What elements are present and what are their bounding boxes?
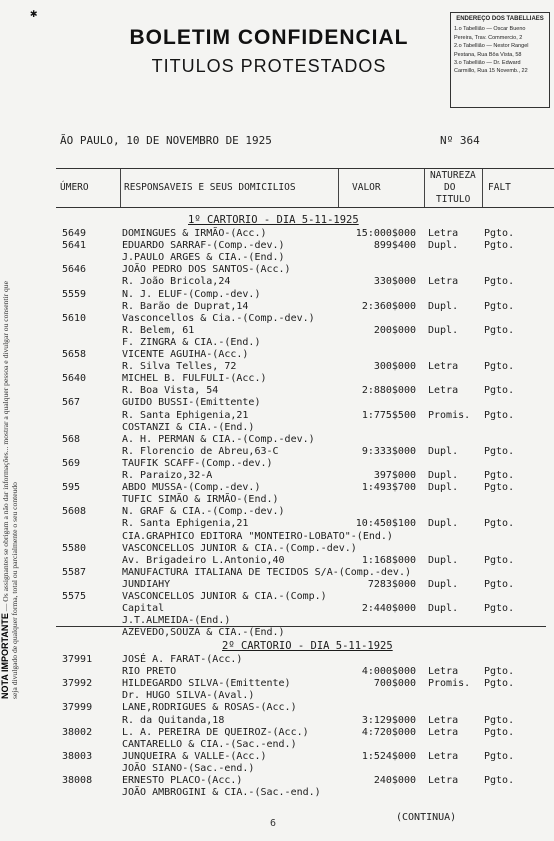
amount-value: 1:524$000: [361, 750, 416, 762]
payment-status: Pgto.: [484, 554, 515, 566]
column-header-fault: FALT: [488, 182, 511, 193]
column-divider: [482, 169, 483, 207]
notary-address-box: [450, 12, 550, 108]
table-row: [0, 458, 554, 470]
table-row: [0, 763, 554, 775]
column-header-responsible: RESPONSAVEIS E SEUS DOMICILIOS: [124, 182, 296, 193]
table-row: [0, 434, 554, 446]
responsible-name: MICHEL B. FULFULI-(Acc.): [122, 373, 267, 385]
document-number: Nº 364: [440, 134, 480, 147]
responsible-name: J.PAULO ARGES & CIA.-(End.): [122, 252, 285, 264]
notary-line: Pereira, Trav. Commercio, 2: [454, 34, 523, 41]
title-nature: Dupl.: [428, 240, 459, 252]
responsible-name: JUNDIAHY: [122, 578, 171, 590]
responsible-name: ERNESTO PLACO-(Acc.): [122, 775, 243, 786]
table-row: [0, 482, 554, 494]
amount-value: 1:168$000: [361, 554, 416, 566]
responsible-name: CANTARELLO & CIA.-(Sac.-end.): [122, 738, 297, 750]
payment-status: Pgto.: [484, 750, 515, 762]
amount-value: 700$000: [373, 678, 416, 690]
table-row: [0, 702, 554, 714]
section-rule: [56, 626, 546, 627]
payment-status: Pgto.: [484, 300, 515, 312]
table-row: [0, 228, 554, 240]
payment-status: Pgto.: [484, 240, 515, 252]
amount-value: 2:440$000: [361, 603, 416, 615]
table-row: [0, 349, 554, 361]
table-row: [0, 751, 554, 763]
notary-line: 3.o Tabellião — Dr. Edward: [454, 60, 521, 67]
table-row: [0, 506, 554, 518]
responsible-name: RIO PRETO: [122, 666, 177, 678]
title-nature: Promis.: [428, 678, 471, 690]
responsible-name: HILDEGARDO SILVA-(Emittente): [122, 678, 291, 690]
table-row: [0, 543, 554, 555]
corner-mark-icon: ✱: [30, 6, 38, 20]
title-nature: Letra: [428, 775, 459, 786]
responsible-name: Capital: [122, 603, 165, 615]
table-row: [0, 727, 554, 739]
responsible-name: R. Santa Ephigenia,21: [122, 409, 249, 421]
amount-value: 15:000$000: [355, 228, 416, 239]
protest-number: 568: [62, 433, 81, 445]
protest-number: 567: [62, 397, 81, 409]
protest-number: 5559: [62, 288, 87, 300]
column-divider: [424, 169, 425, 207]
protest-number: 38002: [62, 726, 93, 738]
title-nature: Letra: [428, 750, 459, 762]
table-row: [0, 301, 554, 313]
responsible-name: JUNQUEIRA & VALLE-(Acc.): [122, 750, 267, 762]
table-row: [0, 690, 554, 702]
responsible-name: LANE,RODRIGUES & ROSAS-(Acc.): [122, 702, 297, 714]
protest-number: 37992: [62, 678, 93, 690]
payment-status: Pgto.: [484, 276, 515, 288]
amount-value: 7283$000: [367, 578, 416, 590]
payment-status: Pgto.: [484, 228, 515, 239]
protest-number: 5610: [62, 312, 87, 324]
title-nature: Letra: [428, 361, 459, 373]
responsible-name: J.T.ALMEIDA-(End.): [122, 615, 231, 627]
table-row: [0, 325, 554, 337]
table-row: [0, 240, 554, 252]
payment-status: Pgto.: [484, 445, 515, 457]
responsible-name: VASCONCELLOS JUNIOR & CIA.-(Comp.): [122, 591, 327, 602]
table-row: [0, 666, 554, 678]
column-header-nature: TITULO: [436, 194, 471, 205]
section-title: 2º CARTORIO - DIA 5-11-1925: [222, 640, 393, 652]
protest-number: 38003: [62, 750, 93, 762]
payment-status: Pgto.: [484, 678, 515, 690]
table-row: [0, 385, 554, 397]
responsible-name: AZEVEDO,SOUZA & CIA.-(End.): [122, 627, 285, 639]
notary-line: Carmillo, Rua 15 Novemb., 22: [454, 68, 528, 75]
responsible-name: N. GRAF & CIA.-(Comp.-dev.): [122, 506, 285, 518]
payment-status: Pgto.: [484, 470, 515, 481]
table-row: [0, 567, 554, 579]
payment-status: Pgto.: [484, 518, 515, 530]
title-nature: Dupl.: [428, 482, 459, 494]
table-row: [0, 397, 554, 409]
amount-value: 10:450$100: [355, 518, 416, 530]
table-row: [0, 422, 554, 434]
responsible-name: R. Boa Vista, 54: [122, 385, 219, 397]
responsible-name: TAUFIK SCAFF-(Comp.-dev.): [122, 457, 273, 469]
column-header-number: ÚMERO: [60, 182, 89, 193]
table-row: [0, 531, 554, 543]
responsible-name: GUIDO BUSSI-(Emittente): [122, 397, 261, 409]
payment-status: Pgto.: [484, 666, 515, 678]
section-title: 1º CARTORIO - DIA 5-11-1925: [188, 214, 359, 226]
responsible-name: COSTANZI & CIA.-(End.): [122, 421, 255, 433]
responsible-name: R. Belem, 61: [122, 324, 195, 336]
title-nature: Dupl.: [428, 554, 459, 566]
amount-value: 200$000: [373, 324, 416, 336]
title-nature: Dupl.: [428, 300, 459, 312]
title-nature: Dupl.: [428, 578, 459, 590]
protest-number: 595: [62, 482, 81, 494]
amount-value: 2:880$000: [361, 385, 416, 397]
column-header-nature: NATUREZA: [430, 170, 476, 181]
title-nature: Dupl.: [428, 603, 459, 615]
responsible-name: MANUFACTURA ITALIANA DE TECIDOS S/A-(Comp.-dev.): [122, 566, 411, 578]
notary-line: 2.o Tabellião — Nestor Rangel: [454, 43, 529, 50]
title-nature: Letra: [428, 276, 459, 288]
responsible-name: R. Santa Ephigenia,21: [122, 518, 249, 530]
responsible-name: R. Barão de Duprat,14: [122, 300, 249, 312]
amount-value: 2:360$000: [361, 300, 416, 312]
table-row: [0, 446, 554, 458]
continues-note: (CONTINUA): [396, 812, 457, 823]
table-row: [0, 678, 554, 690]
page-title: BOLETIM CONFIDENCIAL: [129, 26, 409, 49]
table-row: [0, 591, 554, 603]
notary-line: 1.o Tabellião — Oscar Bueno: [454, 26, 526, 33]
responsible-name: R. Silva Telles, 72: [122, 361, 237, 373]
responsible-name: F. ZINGRA & CIA.-(End.): [122, 336, 261, 348]
column-divider: [338, 169, 339, 207]
side-note-label: NOTA IMPORTANTE: [0, 613, 10, 699]
payment-status: Pgto.: [484, 578, 515, 590]
table-row: [0, 337, 554, 349]
payment-status: Pgto.: [484, 482, 515, 494]
table-row: [0, 276, 554, 288]
responsible-name: JOÃO PEDRO DOS SANTOS-(Acc.): [122, 264, 291, 276]
table-row: [0, 494, 554, 506]
responsible-name: Vasconcellos & Cia.-(Comp.-dev.): [122, 312, 315, 324]
responsible-name: R. Florencio de Abreu,63-C: [122, 445, 279, 457]
table-row: [0, 603, 554, 615]
table-row: [0, 252, 554, 264]
protest-number: 5649: [62, 228, 87, 239]
protest-number: 5640: [62, 373, 87, 385]
title-nature: Letra: [428, 726, 459, 738]
notary-line: Pestana, Rua Bôa Vista, 58: [454, 51, 522, 58]
side-note-text: — Os assignantes se obrigam a não dar informações... mostrar a qualquer pessoa e divulgar ou consentir que seja divulgado de qualquer forma, total ou parcialmente o seu conteudo: [1, 281, 19, 699]
payment-status: Pgto.: [484, 603, 515, 615]
table-row: [0, 715, 554, 727]
table-row: [0, 373, 554, 385]
table-row: [0, 518, 554, 530]
responsible-name: R. João Bricola,24: [122, 276, 231, 288]
page-mark: 6: [270, 818, 277, 829]
amount-value: 899$400: [373, 240, 416, 252]
payment-status: Pgto.: [484, 385, 515, 397]
table-row: [0, 313, 554, 325]
payment-status: Pgto.: [484, 775, 515, 786]
amount-value: 300$000: [373, 361, 416, 373]
responsible-name: EDUARDO SARRAF-(Comp.-dev.): [122, 240, 285, 252]
responsible-name: JOSÉ A. FARAT-(Acc.): [122, 654, 243, 665]
protest-number: 37991: [62, 654, 93, 665]
responsible-name: JOÃO AMBROGINI & CIA.-(Sac.-end.): [122, 787, 321, 799]
protest-number: 5641: [62, 240, 87, 252]
table-row: [0, 627, 554, 639]
payment-status: Pgto.: [484, 726, 515, 738]
responsible-name: VICENTE AGUIHA-(Acc.): [122, 349, 249, 360]
title-nature: Letra: [428, 228, 459, 239]
payment-status: Pgto.: [484, 409, 515, 421]
title-nature: Dupl.: [428, 324, 459, 336]
responsible-name: Av. Brigadeiro L.Antonio,40: [122, 554, 285, 566]
table-row: [0, 775, 554, 787]
table-row: [0, 787, 554, 799]
payment-status: Pgto.: [484, 714, 515, 726]
protest-number: 5575: [62, 591, 87, 602]
column-divider: [120, 169, 121, 207]
table-header: [56, 168, 554, 208]
protest-number: 5587: [62, 566, 87, 578]
amount-value: 330$000: [373, 276, 416, 288]
responsible-name: N. J. ELUF-(Comp.-dev.): [122, 288, 261, 300]
responsible-name: VASCONCELLOS JUNIOR & CIA.-(Comp.-dev.): [122, 542, 357, 554]
responsible-name: R. Paraizo,32-A: [122, 470, 213, 481]
title-nature: Letra: [428, 666, 459, 678]
responsible-name: L. A. PEREIRA DE QUEIROZ-(Acc.): [122, 726, 309, 738]
table-row: [0, 654, 554, 666]
protest-number: 38008: [62, 775, 93, 786]
protest-number: 5580: [62, 542, 87, 554]
dateline: ÃO PAULO, 10 DE NOVEMBRO DE 1925: [60, 134, 272, 147]
amount-value: 240$000: [373, 775, 416, 786]
table-row: [0, 579, 554, 591]
table-row: [0, 470, 554, 482]
responsible-name: TUFIC SIMÃO & IRMÃO-(End.): [122, 494, 279, 506]
responsible-name: R. da Quitanda,18: [122, 714, 225, 726]
table-row: [0, 264, 554, 276]
protest-number: 5608: [62, 506, 87, 518]
title-nature: Letra: [428, 385, 459, 397]
table-row: [0, 410, 554, 422]
protest-number: 37999: [62, 702, 93, 714]
table-row: [0, 739, 554, 751]
table-row: [0, 289, 554, 301]
title-nature: Dupl.: [428, 518, 459, 530]
responsible-name: ABDO MUSSA-(Comp.-dev.): [122, 482, 261, 494]
amount-value: 9:333$000: [361, 445, 416, 457]
responsible-name: A. H. PERMAN & CIA.-(Comp.-dev.): [122, 433, 315, 445]
protest-number: 5646: [62, 264, 87, 276]
responsible-name: Dr. HUGO SILVA-(Aval.): [122, 690, 255, 702]
title-nature: Dupl.: [428, 445, 459, 457]
page-subtitle: TITULOS PROTESTADOS: [151, 56, 387, 76]
title-nature: Promis.: [428, 409, 471, 421]
amount-value: 1:493$700: [361, 482, 416, 494]
responsible-name: JOÃO SIANO-(Sac.-end.): [122, 762, 255, 774]
table-row: [0, 555, 554, 567]
protest-number: 569: [62, 457, 81, 469]
column-header-nature: DO: [444, 182, 456, 193]
table-row: [0, 361, 554, 373]
amount-value: 3:129$000: [361, 714, 416, 726]
amount-value: 4:720$000: [361, 726, 416, 738]
amount-value: 1:775$500: [361, 409, 416, 421]
responsible-name: CIA.GRAPHICO EDITORA "MONTEIRO-LOBATO"-(End.): [122, 530, 393, 542]
protest-number: 5658: [62, 349, 87, 360]
payment-status: Pgto.: [484, 324, 515, 336]
amount-value: 397$000: [373, 470, 416, 481]
notary-box-title: ENDEREÇO DOS TABELLIÃES: [456, 16, 544, 22]
amount-value: 4:000$000: [361, 666, 416, 678]
title-nature: Letra: [428, 714, 459, 726]
responsible-name: DOMINGUES & IRMÃO-(Acc.): [122, 228, 267, 239]
title-nature: Dupl.: [428, 470, 459, 481]
column-header-value: VALOR: [352, 182, 381, 193]
payment-status: Pgto.: [484, 361, 515, 373]
